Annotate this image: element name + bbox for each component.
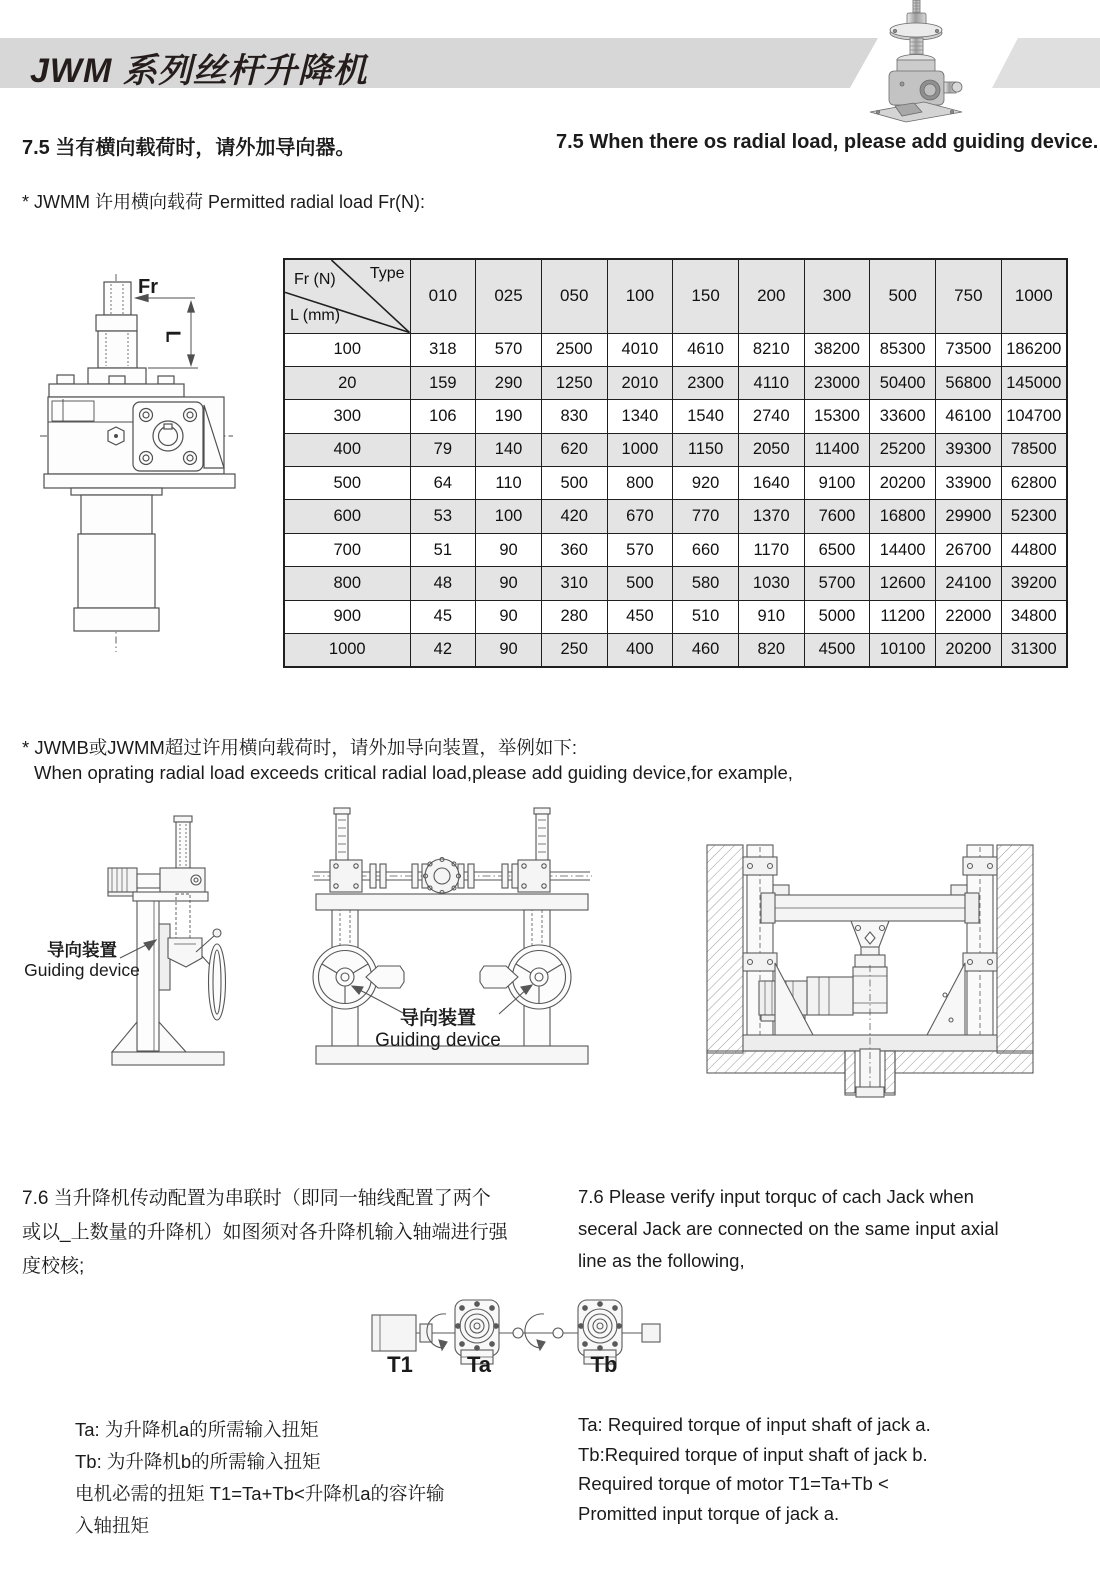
table-cell: 12600 (870, 567, 936, 600)
table-cell: 22000 (936, 600, 1002, 633)
table-cell: 16800 (870, 500, 936, 533)
table-cell: 44800 (1001, 533, 1067, 566)
table-cell: 1150 (673, 433, 739, 466)
table-cell: 39300 (936, 433, 1002, 466)
table-cell: 660 (673, 533, 739, 566)
table-cell: 85300 (870, 333, 936, 366)
table-cell: 2050 (738, 433, 804, 466)
table-cell: 1000 (607, 433, 673, 466)
table-cell: 4500 (804, 634, 870, 667)
table-cell: 73500 (936, 333, 1002, 366)
table-cell: 104700 (1001, 400, 1067, 433)
guiding-label-en: Guiding device (375, 1029, 501, 1051)
page-title: JWM 系列丝杆升降机 (30, 52, 368, 90)
table-cell: 14400 (870, 533, 936, 566)
table-cell: 500 (607, 567, 673, 600)
guiding-device-label-1 (24, 940, 140, 980)
table-cell: 39200 (1001, 567, 1067, 600)
table-cell: 360 (541, 533, 607, 566)
row-label: 400 (284, 433, 410, 466)
table-cell: 920 (673, 467, 739, 500)
table-cell: 450 (607, 600, 673, 633)
table-cell: 24100 (936, 567, 1002, 600)
guiding-note-en: When oprating radial load exceeds critical radial load,please add guiding device,for example, (34, 762, 793, 783)
table-cell: 1540 (673, 400, 739, 433)
type-column-header: 010 (410, 259, 476, 333)
torque-label-t1: T1 (387, 1352, 413, 1377)
table-cell: 570 (476, 333, 542, 366)
text-line: 电机必需的扭矩 T1=Ta+Tb<升降机a的容许输 (75, 1483, 445, 1504)
table-cell: 1640 (738, 467, 804, 500)
row-label: 20 (284, 366, 410, 399)
fr-dimension-label: Fr (138, 276, 158, 298)
table-cell: 140 (476, 433, 542, 466)
table-cell: 820 (738, 634, 804, 667)
table-row (284, 500, 1067, 533)
table-cell: 9100 (804, 467, 870, 500)
table-cell: 56800 (936, 366, 1002, 399)
table-header-row (284, 259, 1067, 333)
table-cell: 670 (607, 500, 673, 533)
table-row (284, 433, 1067, 466)
text-line: 度校核; (22, 1256, 85, 1277)
table-cell: 510 (673, 600, 739, 633)
table-cell: 100 (476, 500, 542, 533)
table-cell: 52300 (1001, 500, 1067, 533)
table-cell: 250 (541, 634, 607, 667)
table-cell: 31300 (1001, 634, 1067, 667)
table-cell: 580 (673, 567, 739, 600)
pit-installation-drawing (695, 835, 1045, 1110)
guiding-label-zh: 导向装置 (47, 940, 117, 960)
table-cell: 310 (541, 567, 607, 600)
table-cell: 800 (607, 467, 673, 500)
table-cell: 2010 (607, 366, 673, 399)
section-7-6-text-zh (22, 1182, 562, 1284)
table-cell: 48 (410, 567, 476, 600)
table-cell: 159 (410, 366, 476, 399)
table-cell: 4610 (673, 333, 739, 366)
l-dimension-label: L (161, 330, 184, 343)
table-cell: 400 (607, 634, 673, 667)
row-label: 700 (284, 533, 410, 566)
table-row (284, 533, 1067, 566)
text-line: Tb:Required torque of input shaft of jack b. (578, 1443, 928, 1465)
table-cell: 460 (673, 634, 739, 667)
torque-label-ta: Ta (466, 1352, 492, 1377)
row-label: 300 (284, 400, 410, 433)
table-cell: 280 (541, 600, 607, 633)
guiding-label-zh: 导向装置 (399, 1008, 476, 1029)
screw-jack-product-image (862, 0, 972, 122)
text-line: seceral Jack are connected on the same input axial (578, 1218, 999, 1239)
type-column-header: 500 (870, 259, 936, 333)
table-cell: 62800 (1001, 467, 1067, 500)
table-cell: 570 (607, 533, 673, 566)
guiding-device-label-2 (373, 1008, 503, 1052)
guiding-label-en: Guiding device (24, 960, 140, 981)
section-7-5-heading-zh: 7.5 当有横向载荷时，请外加导向器。 (22, 137, 356, 159)
type-column-header: 300 (804, 259, 870, 333)
table-cell: 110 (476, 467, 542, 500)
table-cell: 33900 (936, 467, 1002, 500)
table-row (284, 333, 1067, 366)
torque-notes-zh (75, 1414, 445, 1542)
text-line: line as the following, (578, 1250, 745, 1271)
type-column-header: 1000 (1001, 259, 1067, 333)
table-cell: 420 (541, 500, 607, 533)
table-cell: 1170 (738, 533, 804, 566)
table-cell: 4110 (738, 366, 804, 399)
table-row (284, 366, 1067, 399)
text-line: Ta: 为升降机a的所需输入扭矩 (75, 1419, 319, 1440)
table-cell: 45 (410, 600, 476, 633)
type-column-header: 050 (541, 259, 607, 333)
torque-label-tb: Tb (590, 1352, 618, 1377)
table-cell: 8210 (738, 333, 804, 366)
torque-notes-en (578, 1410, 931, 1528)
text-line: 入轴扭矩 (75, 1515, 150, 1536)
row-label: 800 (284, 567, 410, 600)
table-cell: 90 (476, 533, 542, 566)
table-cell: 11400 (804, 433, 870, 466)
table-cell: 910 (738, 600, 804, 633)
table-cell: 290 (476, 366, 542, 399)
header-band-accent (992, 38, 1100, 88)
table-cell: 90 (476, 600, 542, 633)
table-cell: 770 (673, 500, 739, 533)
table-cell: 29900 (936, 500, 1002, 533)
table-cell: 42 (410, 634, 476, 667)
table-cell: 190 (476, 400, 542, 433)
type-column-header: 150 (673, 259, 739, 333)
table-cell: 2740 (738, 400, 804, 433)
table-cell: 10100 (870, 634, 936, 667)
table-row (284, 467, 1067, 500)
text-line: 或以_上数量的升降机）如图须对各升降机输入轴端进行强 (22, 1222, 508, 1243)
type-column-header: 025 (476, 259, 542, 333)
table-cell: 11200 (870, 600, 936, 633)
table-cell: 26700 (936, 533, 1002, 566)
text-line: Tb: 为升降机b的所需输入扭矩 (75, 1451, 321, 1472)
text-line: 7.6 Please verify input torquc of cach Jack when (578, 1186, 974, 1207)
table-cell: 5000 (804, 600, 870, 633)
table-cell: 15300 (804, 400, 870, 433)
table-cell: 33600 (870, 400, 936, 433)
guiding-note-zh: * JWMB或JWMM超过许用横向载荷时，请外加导向装置，举例如下: (22, 737, 577, 758)
table-cell: 51 (410, 533, 476, 566)
table-cell: 186200 (1001, 333, 1067, 366)
type-column-header: 750 (936, 259, 1002, 333)
table-cell: 64 (410, 467, 476, 500)
table-cell: 1340 (607, 400, 673, 433)
table-cell: 38200 (804, 333, 870, 366)
row-label: 100 (284, 333, 410, 366)
table-cell: 79 (410, 433, 476, 466)
table-cell: 2300 (673, 366, 739, 399)
table-row (284, 634, 1067, 667)
table-cell: 1030 (738, 567, 804, 600)
radial-load-table (283, 258, 1068, 668)
table-cell: 90 (476, 567, 542, 600)
table-cell: 5700 (804, 567, 870, 600)
table-cell: 620 (541, 433, 607, 466)
row-label: 900 (284, 600, 410, 633)
table-cell: 25200 (870, 433, 936, 466)
table-cell: 4010 (607, 333, 673, 366)
table-cell: 1250 (541, 366, 607, 399)
table-cell: 106 (410, 400, 476, 433)
table-cell: 830 (541, 400, 607, 433)
section-7-6-text-en (578, 1181, 1068, 1277)
table-cell: 23000 (804, 366, 870, 399)
table-cell: 2500 (541, 333, 607, 366)
text-line: 7.6 当升降机传动配置为串联时（即同一轴线配置了两个 (22, 1188, 491, 1209)
jack-front-view-drawing (28, 260, 278, 670)
table-cell: 145000 (1001, 366, 1067, 399)
guiding-device-stand-drawing (28, 806, 288, 1072)
table-cell: 500 (541, 467, 607, 500)
text-line: Ta: Required torque of input shaft of jack a. (578, 1414, 931, 1435)
type-column-header: 200 (738, 259, 804, 333)
table-cell: 20200 (870, 467, 936, 500)
table-row (284, 400, 1067, 433)
corner-l-label: L (mm) (290, 306, 341, 324)
table-cell: 34800 (1001, 600, 1067, 633)
text-line: Required torque of motor T1=Ta+Tb < (578, 1473, 889, 1494)
corner-type-label: Type (369, 265, 405, 282)
table-cell: 46100 (936, 400, 1002, 433)
type-column-header: 100 (607, 259, 673, 333)
text-line: Promitted input torque of jack a. (578, 1502, 840, 1524)
table-corner-cell (284, 259, 410, 333)
table-row (284, 567, 1067, 600)
permitted-load-note: * JWMM 许用横向载荷 Permitted radial load Fr(N): (22, 192, 426, 212)
row-label: 600 (284, 500, 410, 533)
table-cell: 1370 (738, 500, 804, 533)
table-cell: 7600 (804, 500, 870, 533)
table-cell: 50400 (870, 366, 936, 399)
table-cell: 78500 (1001, 433, 1067, 466)
row-label: 500 (284, 467, 410, 500)
table-cell: 90 (476, 634, 542, 667)
section-7-5-heading-en: 7.5 When there os radial load, please add guiding device. (556, 131, 1099, 153)
table-cell: 6500 (804, 533, 870, 566)
row-label: 1000 (284, 634, 410, 667)
table-cell: 318 (410, 333, 476, 366)
table-cell: 53 (410, 500, 476, 533)
table-cell: 20200 (936, 634, 1002, 667)
table-row (284, 600, 1067, 633)
corner-fr-label: Fr (N) (294, 271, 336, 288)
